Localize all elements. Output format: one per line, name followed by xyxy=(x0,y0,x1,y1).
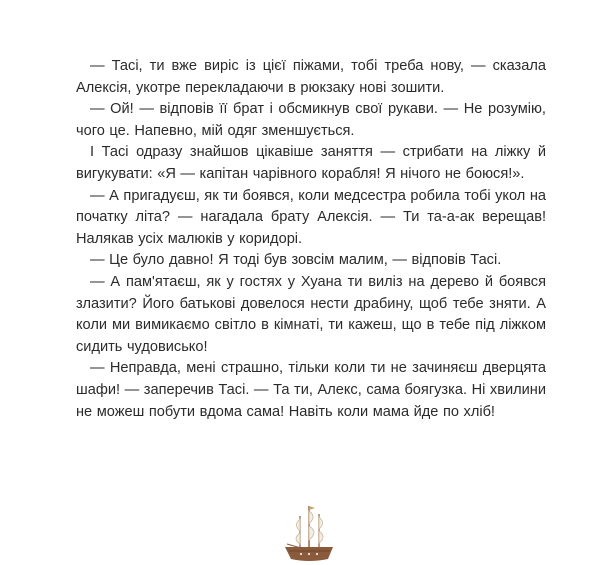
paragraph-3: І Тасі одразу знайшов цікавіше заняття — стрибати на ліжку й вигукувати: «Я — капітан чарівного корабля! Я нічого не боюся!». xyxy=(76,144,546,182)
paragraph-2: — Ой! — відповів її брат і обсмикнув свої рукави. — Не розумію, чого це. Напевно, мій одяг зменшується. xyxy=(76,101,546,139)
paragraph-5: — Це було давно! Я тоді був зовсім малим, — відповів Тасі. xyxy=(90,252,502,269)
story-text xyxy=(76,56,546,423)
paragraph-7: — Неправда, мені страшно, тільки коли ти не зачиняєш дверцята шафи! — заперечив Тасі. — Та ти, Алекс, сама боягузка. Ні хвилини не можеш побути вдома сама! Навіть коли мама йде по хліб! xyxy=(76,360,546,420)
paragraph-1: — Тасі, ти вже виріс із цієї піжами, тобі треба нову, — сказала Алексія, укотре перекладаючи в рюкзаку нові зошити. xyxy=(76,58,546,96)
paragraph-6: — А пам'ятаєш, як у гостях у Хуана ти виліз на дерево й боявся злазити? Його батькові довелося нести драбину, щоб тебе зняти. А коли ми вимикаємо світло в кімнаті, ти кажеш, що в тебе під ліжком сидить чудовисько! xyxy=(76,273,546,355)
sailing-ship-icon xyxy=(279,502,339,565)
paragraph-4: — А пригадуєш, як ти боявся, коли медсестра робила тобі укол на початку літа? — нагадала брату Алексія. — Ти та-а-ак верещав! Налякав усіх малюків у коридорі. xyxy=(76,187,547,247)
